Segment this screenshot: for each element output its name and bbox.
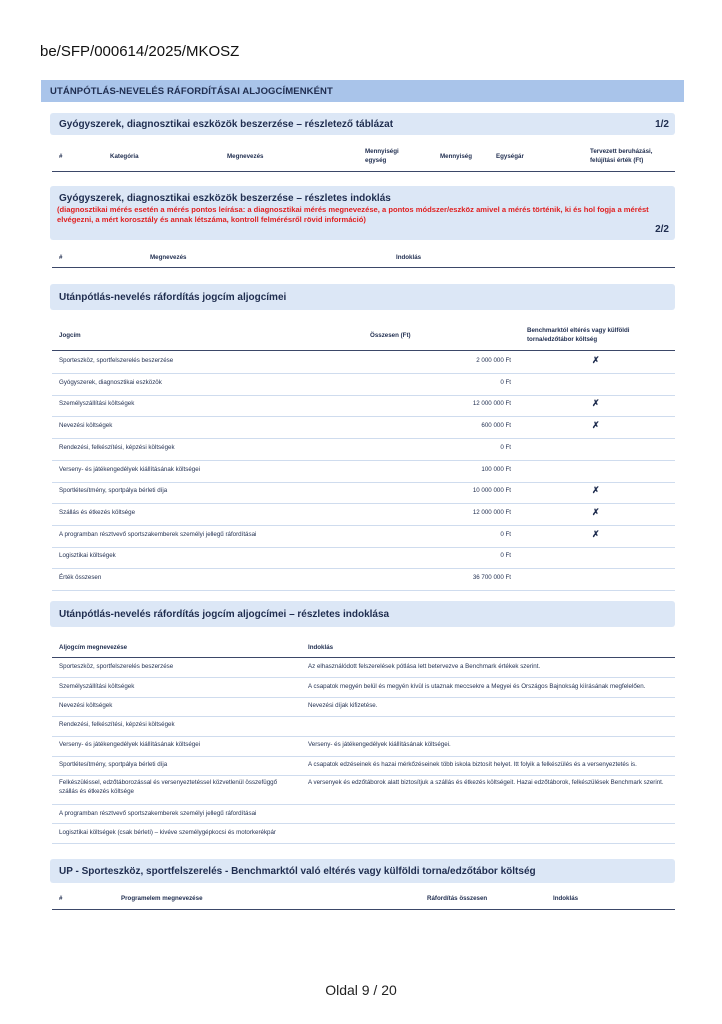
table-row-amount: 0 Ft <box>500 378 511 386</box>
column-header: Programelem megnevezése <box>121 895 203 902</box>
table-row-amount: 12 000 000 Ft <box>472 400 511 408</box>
table-row-reason: Verseny- és játékengedélyek kiállításának költségei. <box>308 741 451 748</box>
column-header: Jogcím <box>59 332 81 339</box>
section-header-medication-table <box>50 113 675 135</box>
section-title: Utánpótlás-nevelés ráfordítás jogcím aljogcímei <box>59 292 287 303</box>
table-row-divider <box>52 716 675 717</box>
table-row-label: A programban résztvevő sportszakemberek személyi jellegű ráfordításai <box>59 530 257 538</box>
table-header-rule <box>52 657 675 658</box>
cross-mark-icon: ✗ <box>592 506 600 517</box>
table-row-label: A programban résztvevő sportszakemberek személyi jellegű ráfordításai <box>59 810 257 817</box>
section-page-indicator: 1/2 <box>655 119 669 130</box>
table-row-divider <box>52 736 675 737</box>
cross-mark-icon: ✗ <box>592 485 600 496</box>
column-header: Megnevezés <box>150 254 187 261</box>
table-row-divider <box>52 482 675 483</box>
section-title: Gyógyszerek, diagnosztikai eszközök beszerzése – részletes indoklás <box>59 193 391 204</box>
table-row-amount: 0 Ft <box>500 530 511 538</box>
table-row-label: Logisztikai költségek (csak bérleti) – kivéve személygépkocsi és motorkerékpár <box>59 829 276 836</box>
table-row-label: Rendezési, felkészítési, képzési költségek <box>59 443 175 451</box>
table-row-divider <box>52 460 675 461</box>
column-header: Mennyiségi egység <box>365 148 399 164</box>
table-row-label: Logisztikai költségek <box>59 552 116 560</box>
table-header-rule <box>52 267 675 268</box>
column-header: Indoklás <box>308 644 334 651</box>
table-row-label: Sportlétesítmény, sportpálya bérleti díja <box>59 761 168 768</box>
table-row-divider <box>52 395 675 396</box>
table-row-amount: 12 000 000 Ft <box>472 508 511 516</box>
table-row-amount: 100 000 Ft <box>481 465 511 473</box>
table-row-reason: A csapatok edzéseinek és hazai mérkőzéseinek több iskola biztosít helyet. Itt folyik a felkészülés és a versenyeztetés is. <box>308 761 637 768</box>
table-row-label: Személyszállítási költségek <box>59 683 135 690</box>
table-row-label: Személyszállítási költségek <box>59 400 135 408</box>
table-row-reason: Nevezési díjak kifizetése. <box>308 702 378 709</box>
table-header-rule <box>52 171 675 172</box>
table-row-divider <box>52 503 675 504</box>
table-row-label: Verseny- és játékengedélyek kiállításának költségei <box>59 465 201 473</box>
column-header: Megnevezés <box>227 153 264 160</box>
table-row-label: Rendezési, felkészítési, képzési költségek <box>59 721 175 728</box>
column-header: Összesen (Ft) <box>370 332 411 339</box>
table-row-amount: 0 Ft <box>500 552 511 560</box>
table-row-divider <box>52 804 675 805</box>
table-row-divider <box>52 568 675 569</box>
table-row-label: Szállás és étkezés költsége <box>59 508 136 516</box>
column-header: Kategória <box>110 153 139 160</box>
table-row-divider <box>52 525 675 526</box>
section-title: Utánpótlás-nevelés ráfordítás jogcím aljogcímei – részletes indoklása <box>59 609 390 620</box>
column-header: Benchmarktól eltérés vagy külföldi torna/edzőtábor költség <box>527 327 630 343</box>
column-header: Egységár <box>496 153 524 160</box>
table-row-label: Sportlétesítmény, sportpálya bérleti díja <box>59 487 168 495</box>
table-row-amount: 36 700 000 Ft <box>472 574 511 581</box>
table-row-label: Érték összesen <box>59 574 102 581</box>
table-row-reason: Az elhasználódott felszerelések pótlása lett betervezve a Benchmark értékek szerint. <box>308 663 541 670</box>
table-row-label: Nevezési költségek <box>59 422 113 430</box>
table-row-divider <box>52 547 675 548</box>
section-title: Gyógyszerek, diagnosztikai eszközök beszerzése – részletező táblázat <box>59 119 394 130</box>
cross-mark-icon: ✗ <box>592 528 600 539</box>
table-row-reason: A versenyek és edzőtáborok alatt biztosítjuk a szállás és étkezés költségeit. Hazai edzőtáborok, felkészülések Benchmark szerint. <box>308 779 664 786</box>
section-header-benchmark-deviation <box>50 859 675 883</box>
table-row-label: Nevezési költségek <box>59 702 113 709</box>
column-header: # <box>59 895 63 902</box>
column-header: Indoklás <box>396 254 422 261</box>
section-note: (diagnosztikai mérés esetén a mérés pontos leírása: a diagnosztikai mérés megnevezése, a pontos módszer/eszköz amivel a mérés történik, ki és hol fogja a mérést elvégezni, a mért korosztály és annak létszáma, kontroll felmérésről rövid információ) <box>57 205 649 224</box>
table-row-label: Sporteszköz, sportfelszerelés beszerzése <box>59 663 174 670</box>
table-row-amount: 2 000 000 Ft <box>476 357 511 364</box>
table-row-divider <box>52 373 675 374</box>
cross-mark-icon: ✗ <box>592 398 600 409</box>
column-header: Aljogcím megnevezése <box>59 644 128 651</box>
table-row-divider <box>52 775 675 776</box>
page-number: Oldal 9 / 20 <box>325 982 397 998</box>
table-row-divider <box>52 590 675 591</box>
table-row-divider <box>52 756 675 757</box>
table-row-divider <box>52 416 675 417</box>
column-header: # <box>59 254 63 261</box>
column-header: Indoklás <box>553 895 579 902</box>
section-header-medication-justification <box>50 186 675 240</box>
table-row-divider <box>52 677 675 678</box>
column-header: Ráfordítás összesen <box>427 895 488 902</box>
table-header-rule <box>52 909 675 910</box>
table-row-divider <box>52 843 675 844</box>
column-header: # <box>59 153 63 160</box>
table-row-divider <box>52 823 675 824</box>
section-header-subtitles <box>50 284 675 310</box>
column-header: Mennyiség <box>440 153 472 160</box>
table-row-amount: 0 Ft <box>500 443 511 451</box>
table-row-label: Verseny- és játékengedélyek kiállításának költségei <box>59 741 201 748</box>
table-header-rule <box>52 350 675 351</box>
table-row-label: Gyógyszerek, diagnosztikai eszközök <box>59 378 162 386</box>
section-title: UP - Sporteszköz, sportfelszerelés - Benchmarktól való eltérés vagy külföldi torna/edzőtábor költség <box>59 866 536 877</box>
section-page-indicator: 2/2 <box>655 224 669 235</box>
table-row-amount: 600 000 Ft <box>481 422 511 430</box>
cross-mark-icon: ✗ <box>592 420 600 431</box>
column-header: Tervezett beruházási, felújítási érték (Ft) <box>590 148 653 164</box>
cross-mark-icon: ✗ <box>592 355 600 365</box>
table-row-amount: 10 000 000 Ft <box>472 487 511 495</box>
table-row-label: Felkészüléssel, edzőtáborozással és versenyeztetéssel közvetlenül összefüggő szállás és étkezés költsége <box>59 779 278 795</box>
section-header-subtitle-justification <box>50 601 675 627</box>
main-section-header: UTÁNPÓTLÁS-NEVELÉS RÁFORDÍTÁSAI ALJOGCÍMENKÉNT <box>41 80 684 102</box>
table-row-divider <box>52 697 675 698</box>
table-row-label: Sporteszköz, sportfelszerelés beszerzése <box>59 357 174 364</box>
table-row-reason: A csapatok megyén belül és megyén kívül is utaznak meccsekre a Megyei és Országos Bajnokság kiírásának megfelelően. <box>308 683 646 690</box>
table-row-divider <box>52 438 675 439</box>
document-id: be/SFP/000614/2025/MKOSZ <box>40 43 240 60</box>
